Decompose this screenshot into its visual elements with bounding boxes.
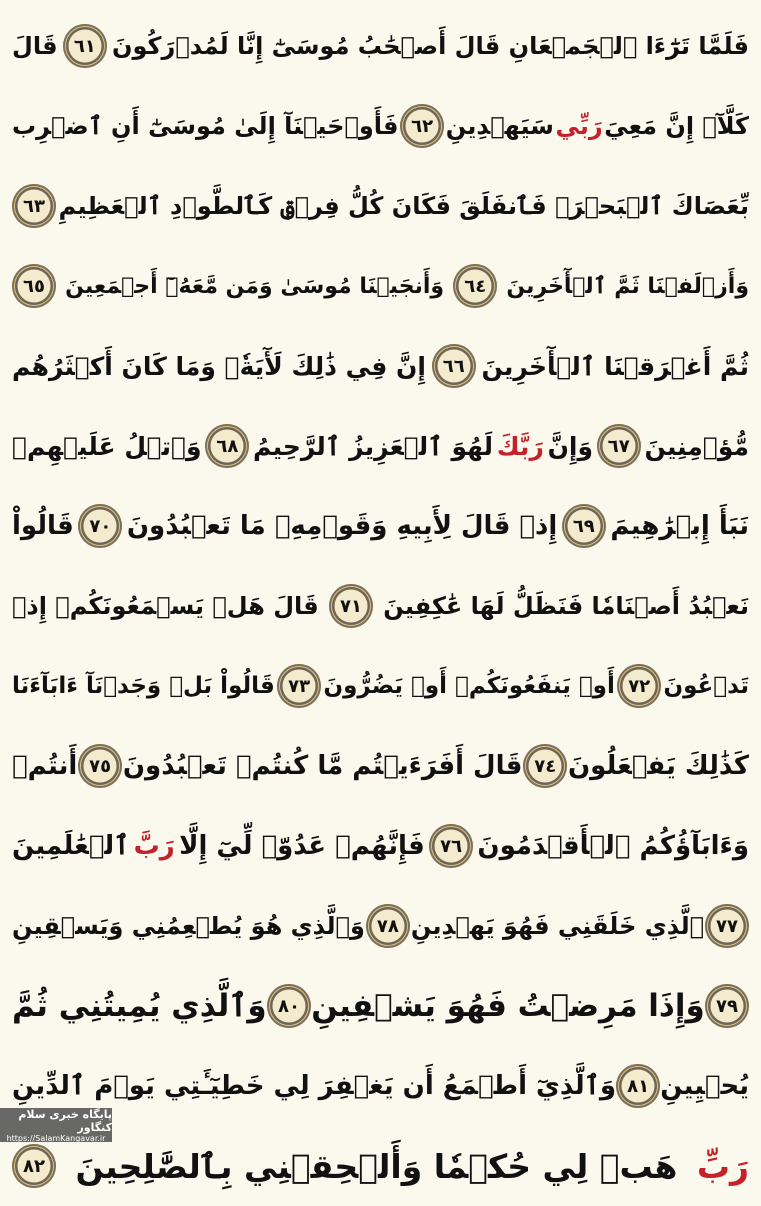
ayah-number-marker (429, 824, 473, 868)
verse-text: ثُمَّ أَغۡرَقۡنَا ٱلۡأٓخَرِينَ (481, 351, 749, 381)
verse-text: فَأَوۡحَيۡنَآ إِلَىٰ مُوسَىٰٓ أَنِ ٱضۡرِب (12, 112, 399, 140)
verse-text: قَالَ (12, 32, 58, 60)
ayah-number-marker (597, 424, 641, 468)
ayah-number: ٧٤ (534, 755, 557, 777)
verse-text: وَإِنَّ (547, 431, 594, 461)
ayah-number-marker (12, 1144, 56, 1188)
ayah-number-marker (329, 584, 373, 628)
verse-text: وَٱلَّذِي هُوَ يُطۡعِمُنِي وَيَسۡقِينِ (12, 912, 365, 940)
verse-text: قَالَ أَفَرَءَيۡتُم مَّا كُنتُمۡ تَعۡبُدُونَ (122, 751, 523, 781)
ayah-number: ٦٢ (411, 115, 434, 137)
ayah-number: ٨٠ (277, 995, 300, 1017)
ayah-number: ٨٢ (23, 1155, 45, 1177)
ayah-number: ٧٧ (716, 915, 738, 937)
verse-text: فَإِنَّهُمۡ عَدُوّٞ لِّيٓ إِلَّا (179, 831, 425, 861)
watermark-badge (0, 1108, 112, 1142)
ayah-number-marker (400, 104, 444, 148)
verse-text: كَلَّآۖ إِنَّ مَعِيَ (604, 112, 749, 140)
ayah-number-marker (705, 904, 749, 948)
ayah-number: ٦٧ (607, 435, 630, 457)
verse-text: وَأَزۡلَفۡنَا ثَمَّ ٱلۡأٓخَرِينَ (506, 273, 749, 299)
verse-text: أَوۡ يَنفَعُونَكُمۡ أَوۡ يَضُرُّونَ (323, 673, 615, 699)
text-line (12, 646, 749, 726)
verse-text: ٱلَّذِي خَلَقَنِي فَهُوَ يَهۡدِينِ (410, 912, 704, 940)
verse-text: هَبۡ لِي حُكۡمٗا وَأَلۡحِقۡنِي بِٱلصَّٰلِحِينَ (75, 1146, 678, 1186)
verse-text: قَالَ هَلۡ يَسۡمَعُونَكُمۡ إِذۡ (12, 592, 319, 620)
watermark-url: https://SalamKangavar.ir (6, 1133, 106, 1143)
verse-text: لَهُوَ ٱلۡعَزِيزُ ٱلرَّحِيمُ (253, 431, 494, 461)
text-line (12, 566, 749, 646)
ayah-number-marker (453, 264, 497, 308)
ayah-number-marker (562, 504, 606, 548)
verse-text: وَإِذَا مَرِضۡتُ فَهُوَ يَشۡفِينِ (311, 988, 705, 1024)
ayah-number: ٦٥ (23, 275, 46, 297)
verse-text: يُحۡيِينِ (660, 1071, 749, 1101)
verse-text: وَأَنجَيۡنَا مُوسَىٰ وَمَن مَّعَهُۥٓ أَجۡمَعِينَ (65, 273, 445, 299)
ayah-number-marker (205, 424, 249, 468)
text-line (12, 1126, 749, 1206)
verse-text: وَٱلَّذِيٓ أَطۡمَعُ أَن يَغۡفِرَ لِي خَطِيٓـَٔتِي يَوۡمَ ٱلدِّينِ (12, 1071, 617, 1101)
verse-text: كَذَٰلِكَ يَفۡعَلُونَ (567, 751, 749, 781)
verse-text: ٱلۡعَٰلَمِينَ (12, 831, 130, 861)
text-line (12, 1046, 749, 1126)
verse-text: نَعۡبُدُ أَصۡنَامٗا فَنَظَلُّ لَهَا عَٰكِفِينَ (383, 592, 749, 620)
ayah-number: ٦٩ (572, 515, 595, 537)
ayah-number: ٧٢ (628, 675, 651, 697)
highlighted-word: رَبَّ (133, 831, 175, 861)
verse-text: مُّؤۡمِنِينَ (644, 431, 749, 461)
ayah-number-marker (432, 344, 476, 388)
verse-text: تَدۡعُونَ (663, 673, 749, 699)
ayah-number: ٦١ (73, 35, 96, 57)
verse-text: سَيَهۡدِينِ (445, 112, 554, 140)
text-line (12, 6, 749, 86)
verse-text: أَنتُمۡ (12, 751, 78, 781)
ayah-number-marker (267, 984, 311, 1028)
verse-text: قَالُواْ (12, 511, 74, 541)
text-line (12, 166, 749, 246)
text-line (12, 966, 749, 1046)
text-line (12, 486, 749, 566)
text-line (12, 246, 749, 326)
ayah-number-marker (12, 184, 56, 228)
text-line (12, 406, 749, 486)
text-line (12, 726, 749, 806)
ayah-number-marker (616, 1064, 660, 1108)
verse-text: بِّعَصَاكَ ٱلۡبَحۡرَۖ فَٱنفَلَقَ فَكَانَ كُلُّ فِرۡقٖ كَٱلطَّوۡدِ ٱلۡعَظِيمِ (58, 192, 749, 220)
ayah-number-marker (617, 664, 661, 708)
ayah-number-marker (277, 664, 321, 708)
ayah-number: ٧٩ (716, 995, 738, 1017)
verse-text: نَبَأَ إِبۡرَٰهِيمَ (610, 511, 749, 541)
text-line (12, 86, 749, 166)
ayah-number: ٦٨ (216, 435, 239, 457)
ayah-number: ٦٤ (464, 275, 487, 297)
ayah-number: ٨١ (627, 1075, 650, 1097)
ayah-number-marker (78, 744, 122, 788)
verse-text: إِذۡ قَالَ لِأَبِيهِ وَقَوۡمِهِۦ مَا تَعۡبُدُونَ (126, 511, 558, 541)
verse-text: إِنَّ فِي ذَٰلِكَ لَأٓيَةٗۖ وَمَا كَانَ أَكۡثَرُهُم (12, 351, 426, 381)
text-line (12, 326, 749, 406)
ayah-number-marker (63, 24, 107, 68)
ayah-number-marker (12, 264, 56, 308)
ayah-number: ٦٣ (23, 195, 45, 217)
highlighted-word: رَبَّكَ (496, 431, 544, 461)
highlighted-word: رَبِّ (696, 1146, 749, 1186)
ayah-number: ٦٦ (442, 355, 465, 377)
ayah-number-marker (366, 904, 410, 948)
verse-text: وَٱلَّذِي يُمِيتُنِي ثُمَّ (12, 988, 267, 1024)
text-line (12, 806, 749, 886)
verse-text: وَءَابَآؤُكُمُ ٱلۡأَقۡدَمُونَ (477, 831, 749, 861)
watermark-title: پایگاه خبری سلام کنگاور (18, 1107, 112, 1134)
verse-text: قَالُواْ بَلۡ وَجَدۡنَآ ءَابَآءَنَا (12, 673, 275, 699)
ayah-number-marker (78, 504, 122, 548)
verse-text: وَٱتۡلُ عَلَيۡهِمۡ (12, 431, 202, 461)
text-line (12, 886, 749, 966)
ayah-number: ٧٣ (288, 675, 311, 697)
highlighted-word: رَبِّي (555, 112, 603, 140)
ayah-number: ٧٥ (89, 755, 112, 777)
verse-text: فَلَمَّا تَرَٰٓءَا ٱلۡجَمۡعَانِ قَالَ أَصۡحَٰبُ مُوسَىٰٓ إِنَّا لَمُدۡرَكُونَ (112, 32, 749, 60)
ayah-number: ٧٦ (440, 835, 463, 857)
ayah-number-marker (705, 984, 749, 1028)
ayah-number: ٧٠ (89, 515, 112, 537)
ayah-number: ٧١ (340, 595, 362, 617)
ayah-number-marker (523, 744, 567, 788)
ayah-number: ٧٨ (376, 915, 399, 937)
